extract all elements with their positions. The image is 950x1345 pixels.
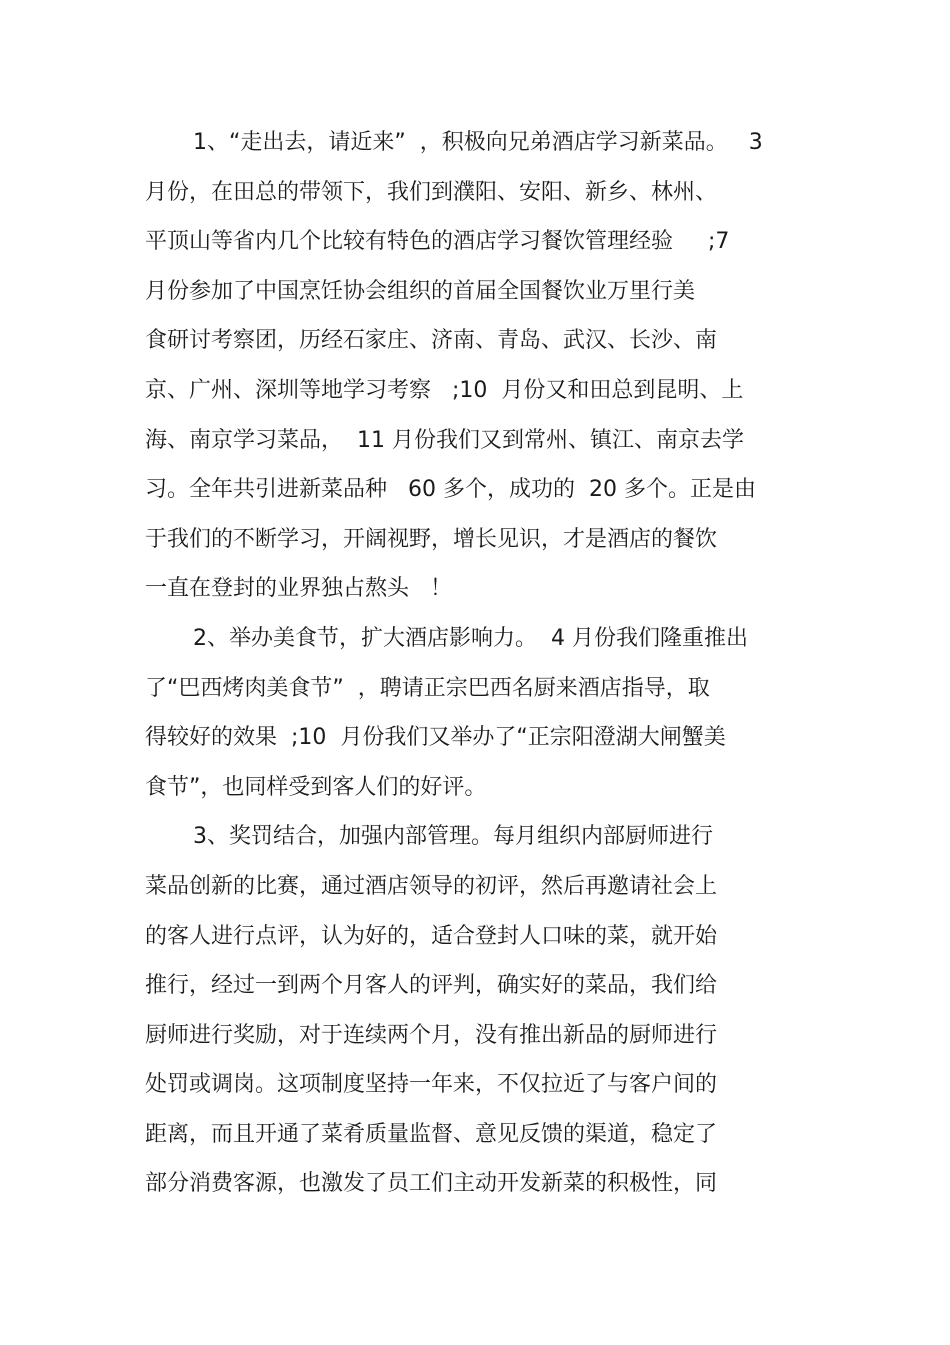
paragraph-1-line-9: 于我们的不断学习，开阔视野，增长见识，才是酒店的餐饮: [145, 526, 718, 552]
paragraph-3-line-5: 厨师进行奖励，对于连续两个月，没有推出新品的厨师进行: [145, 1022, 718, 1048]
paragraph-1-line-5: 食研讨考察团，历经石家庄、济南、青岛、武汉、长沙、南: [145, 328, 718, 354]
paragraph-2-line-2: 了“巴西烤肉美食节” ，聘请正宗巴西名厨来酒店指导，取: [145, 675, 710, 701]
paragraph-2-line-3: 得较好的效果 ;10 月份我们又举办了“正宗阳澄湖大闸蟹美: [145, 725, 726, 751]
paragraph-1-line-3: 平顶山等省内几个比较有特色的酒店学习餐饮管理经验 ;7: [145, 229, 730, 255]
paragraph-3-line-2: 菜品创新的比赛，通过酒店领导的初评，然后再邀请社会上: [145, 873, 718, 899]
paragraph-2-line-1: 2、举办美食节，扩大酒店影响力。 4 月份我们隆重推出: [193, 625, 748, 651]
paragraph-3-line-6: 处罚或调岗。这项制度坚持一年来，不仅拉近了与客户间的: [145, 1072, 718, 1098]
paragraph-1-line-7: 海、南京学习菜品， 11 月份我们又到常州、镇江、南京去学: [145, 427, 744, 453]
paragraph-3-line-4: 推行，经过一到两个月客人的评判，确实好的菜品，我们给: [145, 973, 718, 999]
paragraph-3-line-7: 距离，而且开通了菜肴质量监督、意见反馈的渠道，稳定了: [145, 1121, 718, 1147]
paragraph-2-line-4: 食节”，也同样受到客人们的好评。: [145, 774, 487, 800]
paragraph-1-line-10: 一直在登封的业界独占熬头 ！: [145, 576, 452, 602]
paragraph-1-line-2: 月份，在田总的带领下，我们到濮阳、安阳、新乡、林州、: [145, 179, 718, 205]
paragraph-1-line-6: 京、广州、深圳等地学习考察 ;10 月份又和田总到昆明、上: [145, 377, 744, 403]
body-text: [145, 118, 815, 1209]
paragraph-3-line-8: 部分消费客源，也激发了员工们主动开发新菜的积极性，同: [145, 1171, 718, 1197]
paragraph-1-line-1: 1、“走出去，请近来” ，积极向兄弟酒店学习新菜品。 3: [193, 130, 763, 155]
paragraph-1-line-4: 月份参加了中国烹饪协会组织的首届全国餐饮业万里行美: [145, 278, 696, 304]
paragraph-1-line-8: 习。全年共引进新菜品种 60 多个，成功的 20 多个。正是由: [145, 477, 756, 503]
paragraph-3-line-3: 的客人进行点评，认为好的，适合登封人口味的菜，就开始: [145, 923, 718, 949]
paragraph-3-line-1: 3、奖罚结合，加强内部管理。每月组织内部厨师进行: [193, 824, 713, 850]
